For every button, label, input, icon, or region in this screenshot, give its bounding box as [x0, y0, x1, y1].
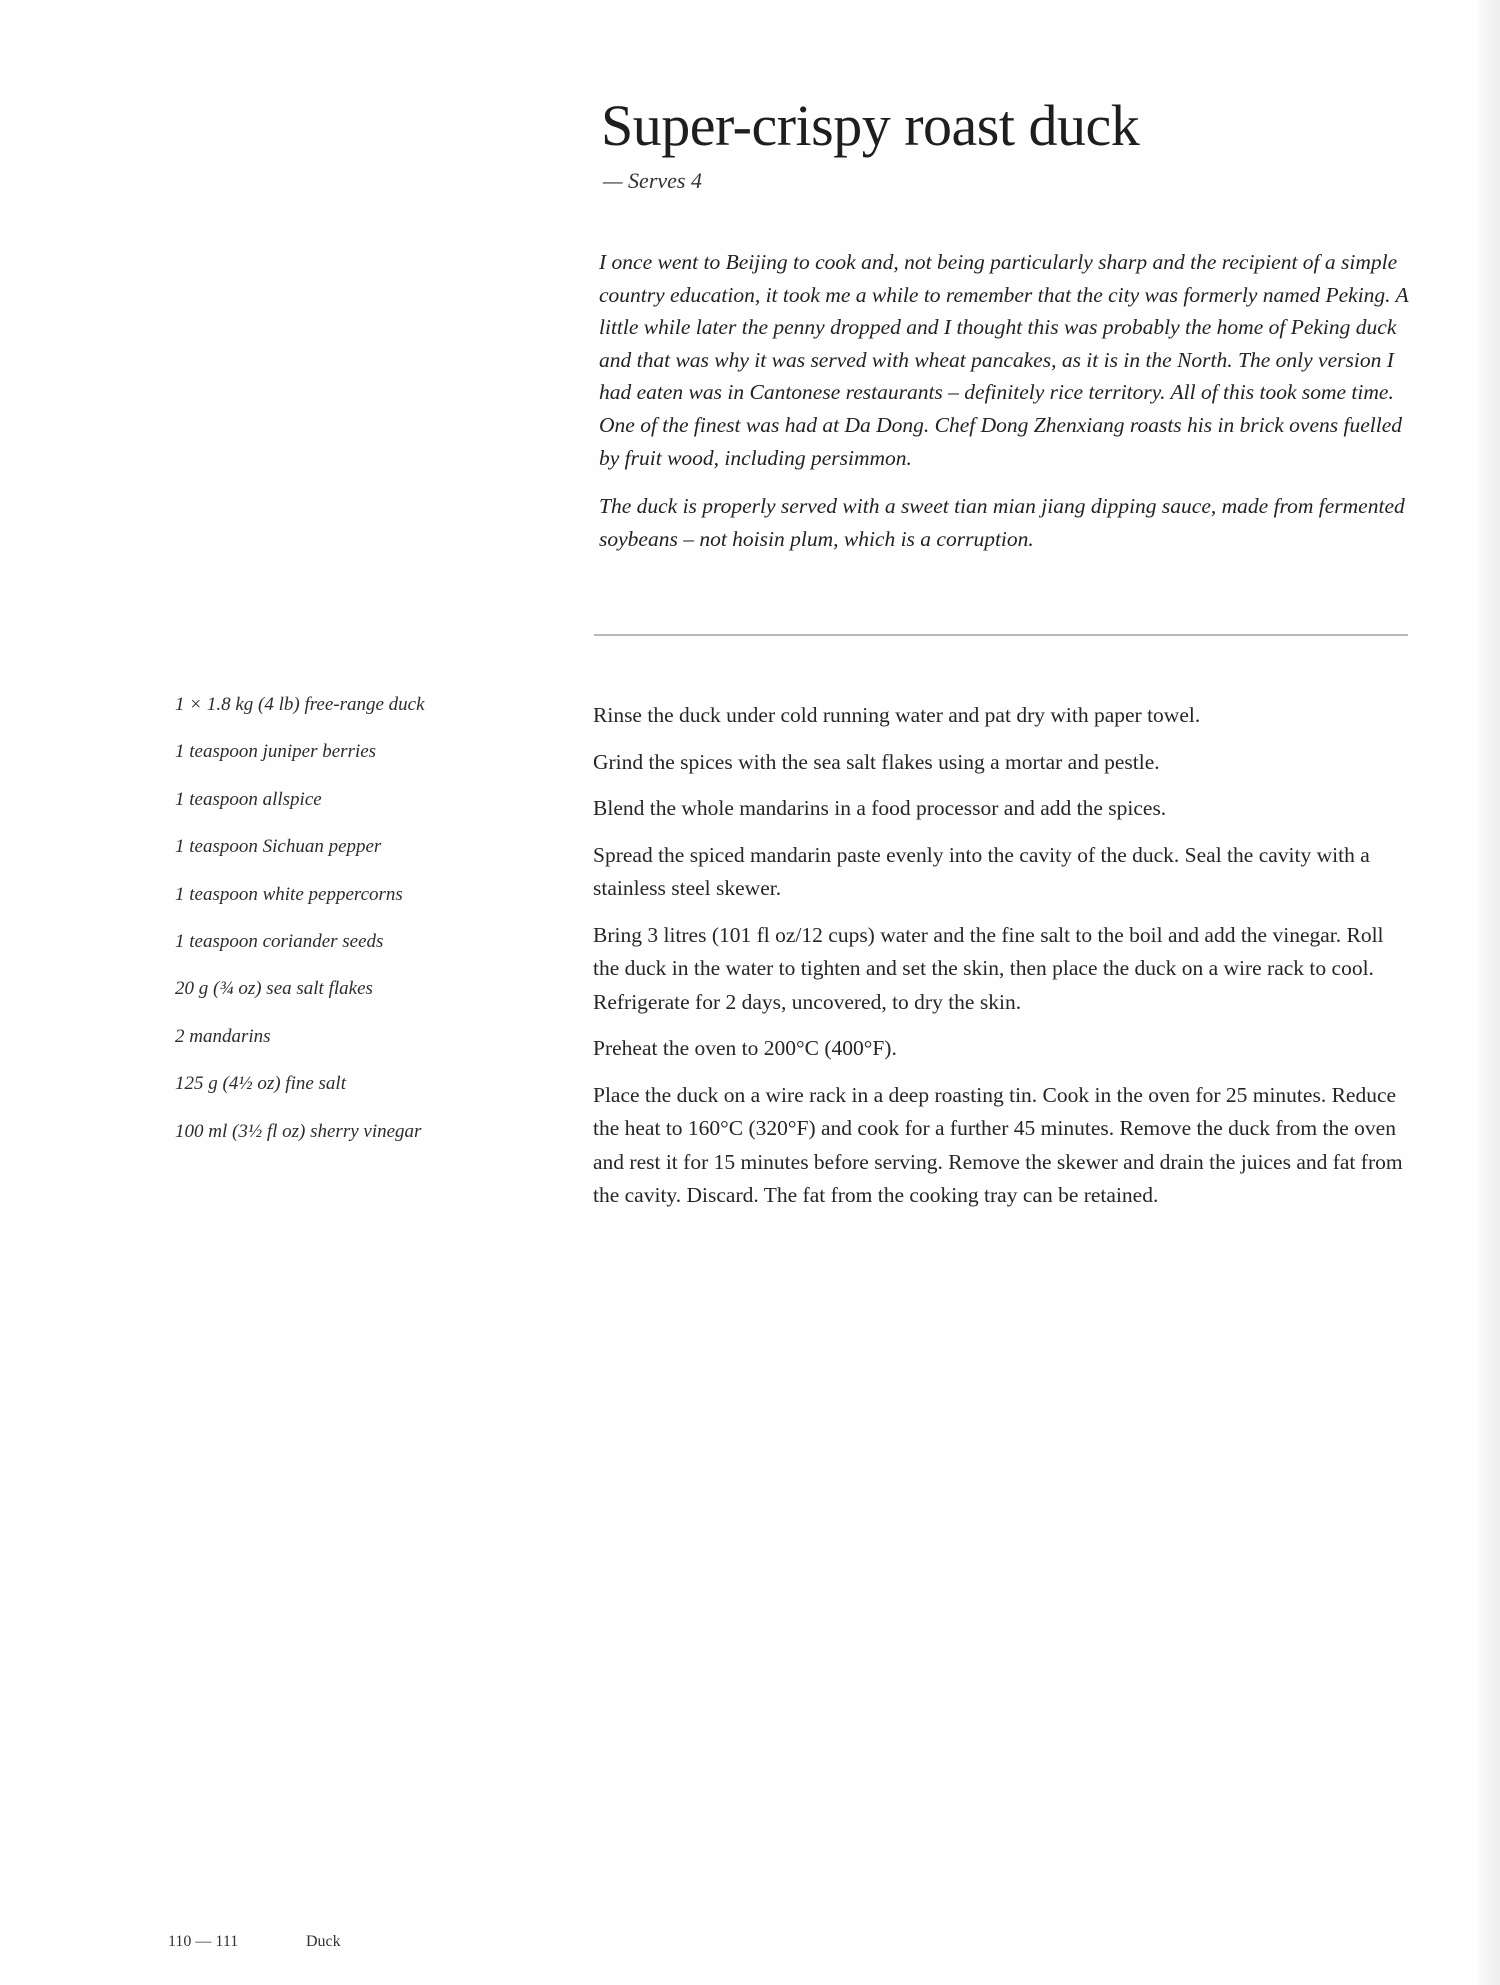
method-step: Blend the whole mandarins in a food processor and add the spices. [593, 796, 1167, 820]
ingredient-item: 100 ml (3½ fl oz) sherry vinegar [175, 1120, 422, 1142]
ingredient-item: 1 teaspoon juniper berries [175, 741, 377, 763]
ingredient-item: 2 mandarins [175, 1025, 271, 1047]
ingredient-item: 1 teaspoon allspice [175, 788, 322, 810]
page-edge-shadow [1478, 0, 1500, 1985]
ingredient-item: 1 teaspoon Sichuan pepper [175, 836, 382, 858]
ingredient-item: 1 teaspoon white peppercorns [175, 883, 403, 905]
method-step: Preheat the oven to 200°C (400°F). [593, 1036, 897, 1060]
page-numbers: 110 — 111 [168, 1933, 239, 1950]
method-steps [593, 699, 1413, 1226]
method-step: Rinse the duck under cold running water and pat dry with paper towel. [593, 703, 1201, 727]
recipe-title: Super-crispy roast duck [601, 93, 1140, 158]
ingredient-item: 125 g (4½ oz) fine salt [175, 1073, 346, 1095]
intro-text [599, 246, 1409, 571]
intro-paragraph: I once went to Beijing to cook and, not being particularly sharp and the recipient of a simple country education, it took me a while to remember that the city was formerly named Peking. A little while later the penny dropped and I thought this was probably the home of Peking duck and that was why it was served with wheat pancakes, as it is in the North. The only version I had eaten was in Cantonese restaurants – definitely rice territory. All of this took some time. One of the finest was had at Da Dong. Chef Dong Zhenxiang roasts his in brick ovens fuelled by fruit wood, including persimmon. [599, 250, 1409, 470]
section-name: Duck [306, 1933, 341, 1950]
intro-paragraph: The duck is properly served with a sweet tian mian jiang dipping sauce, made from fermented soybeans – not hoisin plum, which is a corruption. [599, 494, 1405, 551]
ingredient-item: 20 g (¾ oz) sea salt flakes [175, 978, 373, 1000]
method-step: Spread the spiced mandarin paste evenly into the cavity of the duck. Seal the cavity with a stainless steel skewer. [593, 842, 1370, 900]
serves-count: — Serves 4 [603, 168, 702, 193]
ingredient-list [175, 694, 505, 1168]
ingredient-item: 1 × 1.8 kg (4 lb) free-range duck [175, 694, 425, 715]
method-step: Grind the spices with the sea salt flakes using a mortar and pestle. [593, 749, 1160, 774]
method-step: Place the duck on a wire rack in a deep roasting tin. Cook in the oven for 25 minutes. Reduce the heat to 160°C (320°F) and cook for a further 45 minutes. Remove the duck from the oven and rest it for 15 minutes before serving. Remove the skewer and drain the juices and fat from the cavity. Discard. The fat from the cooking tray can be retained. [593, 1082, 1403, 1207]
section-divider [594, 634, 1408, 636]
method-step: Bring 3 litres (101 fl oz/12 cups) water and the fine salt to the boil and add the vinegar. Roll the duck in the water to tighten and set the skin, then place the duck on a wire rack to cool. Refrigerate for 2 days, uncovered, to dry the skin. [593, 922, 1384, 1014]
ingredient-item: 1 teaspoon coriander seeds [175, 930, 384, 952]
